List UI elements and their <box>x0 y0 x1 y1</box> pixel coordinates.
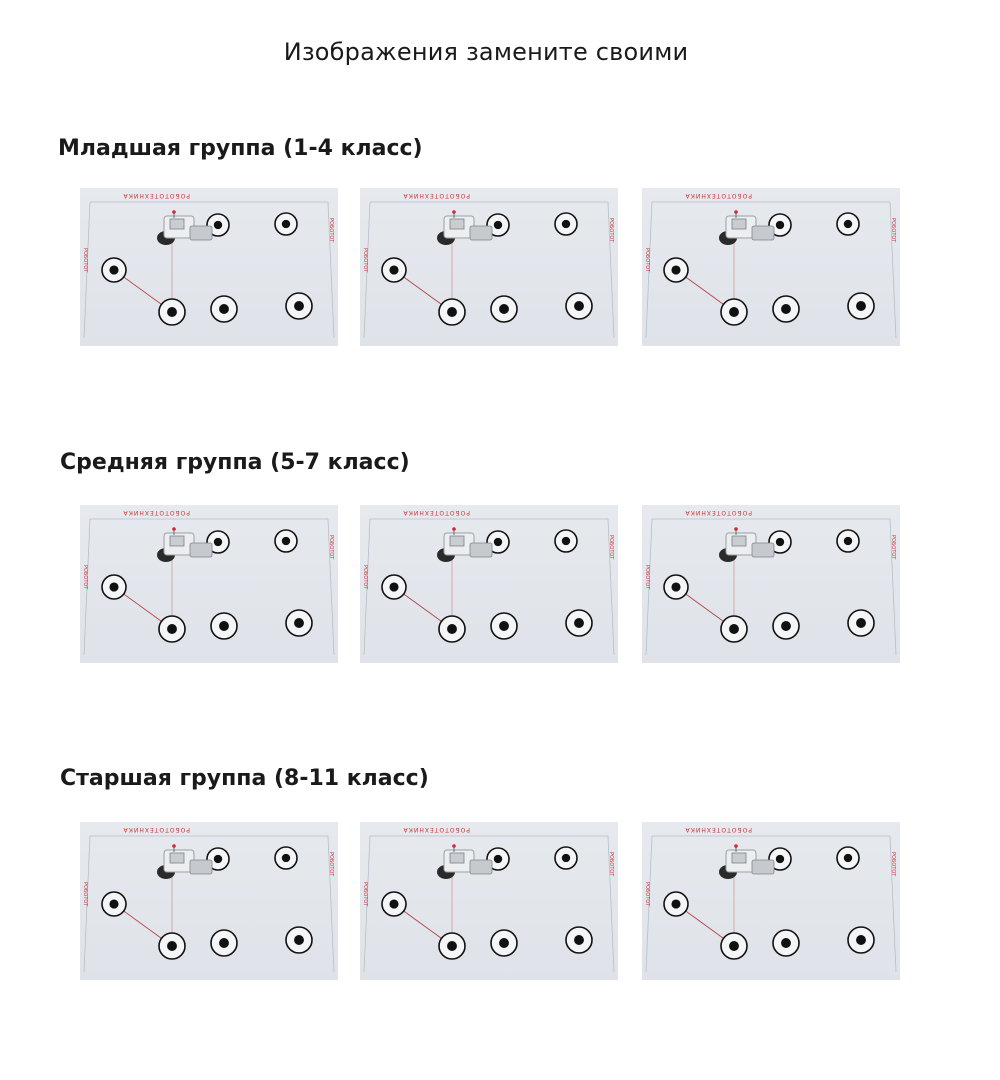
svg-text:РОБОТОТ: РОБОТОТ <box>328 535 334 560</box>
target-circle <box>555 847 577 869</box>
target-circle <box>439 299 465 325</box>
target-circle <box>837 847 859 869</box>
target-circle <box>837 213 859 235</box>
group-photo <box>80 188 338 346</box>
target-circle <box>773 296 799 322</box>
group-photo <box>360 822 618 980</box>
svg-text:РОБОТОТ: РОБОТОТ <box>82 565 88 590</box>
target-circle <box>211 296 237 322</box>
group-photo <box>80 505 338 663</box>
svg-text:РОБОТОТ: РОБОТОТ <box>644 565 650 590</box>
target-circle <box>382 575 406 599</box>
target-circle <box>837 530 859 552</box>
target-circle <box>286 293 312 319</box>
target-circle <box>566 610 592 636</box>
svg-text:РОБОТОТ: РОБОТОТ <box>328 218 334 243</box>
group-title-senior: Старшая группа (8-11 класс) <box>60 766 429 791</box>
group-title-middle: Средняя группа (5-7 класс) <box>60 450 410 475</box>
target-circle <box>848 293 874 319</box>
target-circle <box>275 213 297 235</box>
svg-text:РОБОТОТ: РОБОТОТ <box>890 535 896 560</box>
svg-text:РОБОТОТЕХНИКА: РОБОТОТЕХНИКА <box>122 192 190 199</box>
target-circle <box>491 613 517 639</box>
svg-text:РОБОТОТЕХНИКА: РОБОТОТЕХНИКА <box>402 192 470 199</box>
target-circle <box>664 258 688 282</box>
svg-text:РОБОТОТЕХНИКА: РОБОТОТЕХНИКА <box>684 192 752 199</box>
target-circle <box>382 258 406 282</box>
svg-text:РОБОТОТ: РОБОТОТ <box>608 218 614 243</box>
target-circle <box>491 930 517 956</box>
svg-text:РОБОТОТ: РОБОТОТ <box>890 218 896 243</box>
target-circle <box>773 930 799 956</box>
group-photo <box>642 188 900 346</box>
target-circle <box>664 575 688 599</box>
target-circle <box>848 610 874 636</box>
target-circle <box>211 613 237 639</box>
group-photo <box>642 505 900 663</box>
svg-text:РОБОТОТ: РОБОТОТ <box>82 248 88 273</box>
target-circle <box>439 933 465 959</box>
target-circle <box>102 258 126 282</box>
target-circle <box>664 892 688 916</box>
svg-text:РОБОТОТ: РОБОТОТ <box>362 248 368 273</box>
target-circle <box>566 927 592 953</box>
target-circle <box>275 530 297 552</box>
target-circle <box>382 892 406 916</box>
target-circle <box>102 892 126 916</box>
svg-text:РОБОТОТЕХНИКА: РОБОТОТЕХНИКА <box>402 509 470 516</box>
svg-text:РОБОТОТЕХНИКА: РОБОТОТЕХНИКА <box>122 826 190 833</box>
svg-text:РОБОТОТ: РОБОТОТ <box>608 852 614 877</box>
target-circle <box>773 613 799 639</box>
target-circle <box>491 296 517 322</box>
target-circle <box>721 299 747 325</box>
target-circle <box>721 616 747 642</box>
group-title-junior: Младшая группа (1-4 класс) <box>58 136 423 161</box>
svg-text:РОБОТОТЕХНИКА: РОБОТОТЕХНИКА <box>122 509 190 516</box>
target-circle <box>102 575 126 599</box>
svg-text:РОБОТОТ: РОБОТОТ <box>644 882 650 907</box>
target-circle <box>159 933 185 959</box>
group-photo <box>642 822 900 980</box>
target-circle <box>159 299 185 325</box>
target-circle <box>275 847 297 869</box>
svg-text:РОБОТОТЕХНИКА: РОБОТОТЕХНИКА <box>684 826 752 833</box>
svg-text:РОБОТОТ: РОБОТОТ <box>362 565 368 590</box>
target-circle <box>439 616 465 642</box>
svg-text:РОБОТОТЕХНИКА: РОБОТОТЕХНИКА <box>684 509 752 516</box>
svg-text:РОБОТОТЕХНИКА: РОБОТОТЕХНИКА <box>402 826 470 833</box>
target-circle <box>566 293 592 319</box>
svg-text:РОБОТОТ: РОБОТОТ <box>890 852 896 877</box>
target-circle <box>159 616 185 642</box>
group-photo <box>360 505 618 663</box>
target-circle <box>555 213 577 235</box>
svg-text:РОБОТОТ: РОБОТОТ <box>644 248 650 273</box>
group-photo <box>360 188 618 346</box>
target-circle <box>211 930 237 956</box>
target-circle <box>555 530 577 552</box>
svg-text:РОБОТОТ: РОБОТОТ <box>362 882 368 907</box>
page-title: Изображения замените своими <box>283 38 689 66</box>
group-photo <box>80 822 338 980</box>
svg-text:РОБОТОТ: РОБОТОТ <box>328 852 334 877</box>
target-circle <box>848 927 874 953</box>
target-circle <box>286 610 312 636</box>
target-circle <box>286 927 312 953</box>
svg-text:РОБОТОТ: РОБОТОТ <box>82 882 88 907</box>
svg-text:РОБОТОТ: РОБОТОТ <box>608 535 614 560</box>
target-circle <box>721 933 747 959</box>
